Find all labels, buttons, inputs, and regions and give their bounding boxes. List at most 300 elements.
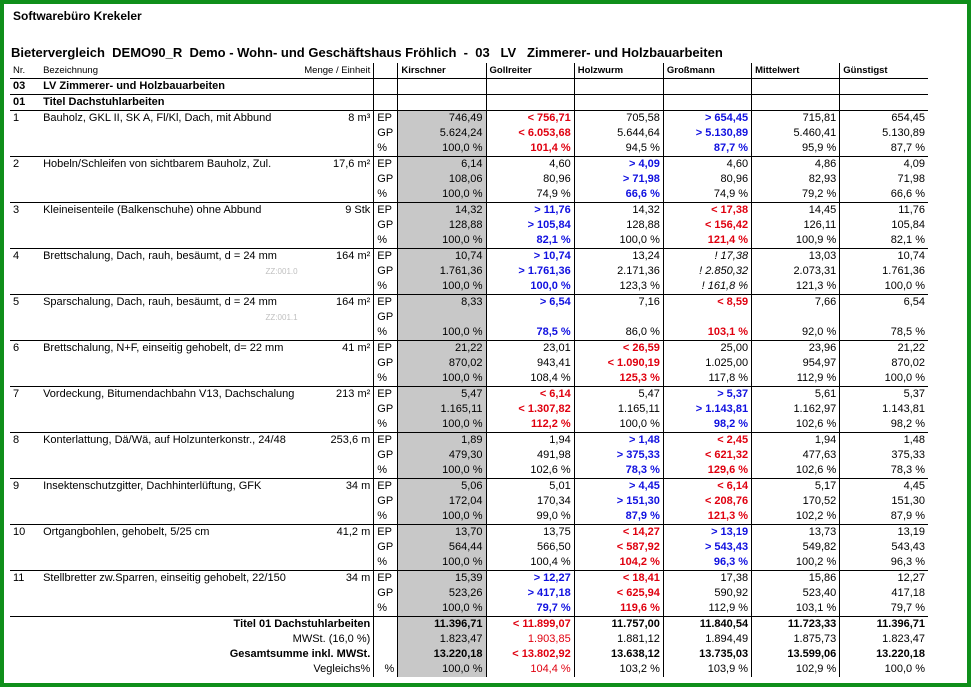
value-cell: > 151,30 [574,494,663,509]
row-label-pct: % [374,509,398,525]
section-cell [574,79,663,95]
position-quantity [263,295,374,341]
value-cell: 128,88 [398,218,486,233]
value-cell: 103,1 % [752,601,840,617]
position-row-ep [10,525,928,541]
value-cell: 100,0 % [398,187,486,203]
summary-value: 1.903,85 [486,632,574,647]
position-nr: 1 [10,111,40,157]
value-cell: ! 161,8 % [663,279,751,295]
summary-spacer [10,632,40,647]
value-cell: 5.130,89 [840,126,928,141]
header-bidder: Großmann [663,63,751,79]
value-cell: > 13,19 [663,525,751,541]
value-cell: 94,5 % [574,141,663,157]
row-label-gp: GP [374,310,398,325]
value-cell: 92,0 % [752,325,840,341]
value-cell: 100,2 % [752,555,840,571]
value-cell: 5,17 [752,479,840,495]
value-cell: 1,48 [840,433,928,449]
position-quantity [263,249,374,295]
position-row-ep [10,387,928,403]
summary-value: 103,9 % [663,662,751,677]
row-label-gp: GP [374,402,398,417]
summary-spacer [10,617,40,633]
value-cell: 170,52 [752,494,840,509]
value-cell: 1.761,36 [398,264,486,279]
value-cell: 112,9 % [663,601,751,617]
value-cell: 125,3 % [574,371,663,387]
value-cell: 1.165,11 [398,402,486,417]
summary-label: MWSt. (16,0 %) [292,633,371,645]
header-bidder: Holzwurm [574,63,663,79]
value-cell: 1,89 [398,433,486,449]
summary-value: 13.599,06 [752,647,840,662]
summary-value: 13.220,18 [840,647,928,662]
value-cell: 170,34 [486,494,574,509]
value-cell: 705,58 [574,111,663,127]
value-cell: < 156,42 [663,218,751,233]
position-quantity-value: 9 Stk [345,204,371,216]
position-nr: 3 [10,203,40,249]
value-cell: 10,74 [398,249,486,265]
value-cell: 15,39 [398,571,486,587]
position-quantity-value: 34 m [345,480,371,492]
value-cell: 564,44 [398,540,486,555]
section-cell [663,95,751,111]
position-row-ep [10,249,928,265]
value-cell: 746,49 [398,111,486,127]
position-quantity [263,157,374,203]
value-cell: 1.143,81 [840,402,928,417]
summary-value: 1.823,47 [398,632,486,647]
row-label-gp: GP [374,218,398,233]
header-bezeichnung: Bezeichnung [40,63,262,79]
value-cell: 6,54 [840,295,928,311]
header-row [10,63,928,79]
value-cell: 13,19 [840,525,928,541]
value-cell: 100,0 % [398,279,486,295]
row-label-gp: GP [374,264,398,279]
value-cell: 590,92 [663,586,751,601]
value-cell: < 26,59 [574,341,663,357]
value-cell: 78,3 % [840,463,928,479]
value-cell: 4,45 [840,479,928,495]
value-cell: 71,98 [840,172,928,187]
summary-value: < 11.899,07 [486,617,574,633]
value-cell: 15,86 [752,571,840,587]
value-cell: > 1.761,36 [486,264,574,279]
value-cell: 78,3 % [574,463,663,479]
position-description: Brettschalung, Dach, rauh, besäumt, d = 24 mm [40,249,262,295]
row-label-pct: % [374,187,398,203]
row-label-ep: EP [374,203,398,219]
value-cell: 715,81 [752,111,840,127]
value-cell: < 8,59 [663,295,751,311]
value-cell: > 1,48 [574,433,663,449]
summary-spacer [10,647,40,662]
summary-value: 11.396,71 [398,617,486,633]
value-cell: < 1.090,19 [574,356,663,371]
summary-comparison-row [10,662,928,677]
summary-value: < 13.802,92 [486,647,574,662]
value-cell: 870,02 [398,356,486,371]
position-quantity-value: 253,6 m [330,434,371,446]
value-cell: 566,50 [486,540,574,555]
position-description: Ortgangbohlen, gehobelt, 5/25 cm [40,525,262,571]
value-cell: 96,3 % [840,555,928,571]
value-cell [840,310,928,325]
position-nr: 8 [10,433,40,479]
position-nr: 9 [10,479,40,525]
value-cell: 8,33 [398,295,486,311]
company-name: Softwarebüro Krekeler [13,9,142,23]
value-cell: < 14,27 [574,525,663,541]
position-description: Sparschalung, Dach, rauh, besäumt, d = 24 mm [40,295,262,341]
section-cell [374,79,398,95]
section-cell [486,79,574,95]
section-cell [486,95,574,111]
value-cell: 5,06 [398,479,486,495]
value-cell: 117,8 % [663,371,751,387]
value-cell: 105,84 [840,218,928,233]
value-cell: 1,94 [752,433,840,449]
value-cell: 23,01 [486,341,574,357]
value-cell [574,310,663,325]
value-cell: > 654,45 [663,111,751,127]
value-cell: 25,00 [663,341,751,357]
value-cell: > 417,18 [486,586,574,601]
position-nr: 6 [10,341,40,387]
position-zz-marker: ZZ:001.0 [265,267,298,276]
summary-label: Gesamtsumme inkl. MWSt. [229,648,371,660]
value-cell: 100,0 % [398,555,486,571]
position-row-ep [10,433,928,449]
row-label-ep: EP [374,111,398,127]
value-cell: 14,32 [574,203,663,219]
summary-value: 100,0 % [840,662,928,677]
value-cell: 954,97 [752,356,840,371]
section-lv-nr: 03 [10,79,40,95]
value-cell: < 6,14 [486,387,574,403]
position-row-ep [10,157,928,173]
position-quantity [263,525,374,571]
value-cell: 100,0 % [574,417,663,433]
value-cell: < 6.053,68 [486,126,574,141]
summary-value: 1.875,73 [752,632,840,647]
value-cell: 101,4 % [486,141,574,157]
summary-unit [374,647,398,662]
summary-value: 11.840,54 [663,617,751,633]
value-cell: 654,45 [840,111,928,127]
value-cell: 1.025,00 [663,356,751,371]
summary-value: 1.894,49 [663,632,751,647]
value-cell: > 1.143,81 [663,402,751,417]
value-cell: 100,0 % [840,371,928,387]
value-cell: 13,75 [486,525,574,541]
value-cell: 66,6 % [840,187,928,203]
position-quantity-value: 41,2 m [336,526,371,538]
value-cell: 479,30 [398,448,486,463]
header-menge: Menge / Einheit [263,63,374,79]
position-description: Stellbretter zw.Sparren, einseitig gehobelt, 22/150 [40,571,262,617]
position-quantity-value: 164 m² [336,250,371,262]
value-cell: 13,70 [398,525,486,541]
row-label-ep: EP [374,571,398,587]
value-cell: 523,40 [752,586,840,601]
row-label-pct: % [374,371,398,387]
value-cell: 943,41 [486,356,574,371]
value-cell: < 625,94 [574,586,663,601]
value-cell: 82,93 [752,172,840,187]
value-cell: 123,3 % [574,279,663,295]
value-cell: 5,61 [752,387,840,403]
position-description: Brettschalung, N+F, einseitig gehobelt, d= 22 mm [40,341,262,387]
value-cell: < 756,71 [486,111,574,127]
row-label-gp: GP [374,494,398,509]
value-cell: 13,03 [752,249,840,265]
value-cell: 417,18 [840,586,928,601]
row-label-pct: % [374,417,398,433]
value-cell: 86,0 % [574,325,663,341]
value-cell: < 621,32 [663,448,751,463]
value-cell: 102,6 % [752,417,840,433]
position-description: Kleineisenteile (Balkenschuhe) ohne Abbund [40,203,262,249]
value-cell: 112,9 % [752,371,840,387]
row-label-ep: EP [374,341,398,357]
value-cell: 121,3 % [752,279,840,295]
value-cell: 100,0 % [486,279,574,295]
value-cell: 23,96 [752,341,840,357]
value-cell: 523,26 [398,586,486,601]
value-cell: 98,2 % [840,417,928,433]
value-cell: 100,0 % [398,509,486,525]
value-cell [663,310,751,325]
row-label-pct: % [374,601,398,617]
value-cell: 1.761,36 [840,264,928,279]
summary-unit [374,632,398,647]
value-cell: 100,0 % [398,417,486,433]
value-cell: 74,9 % [663,187,751,203]
value-cell: 95,9 % [752,141,840,157]
position-nr: 10 [10,525,40,571]
value-cell: < 6,14 [663,479,751,495]
value-cell: 5,47 [398,387,486,403]
position-row-ep [10,341,928,357]
summary-value: 11.757,00 [574,617,663,633]
report-title: Bietervergleich DEMO90_R Demo - Wohn- und Geschäftshaus Fröhlich - 03 LV Zimmerer- und Holzbauarbeiten [11,45,723,60]
value-cell: 78,5 % [840,325,928,341]
summary-spacer [10,662,40,677]
value-cell: 17,38 [663,571,751,587]
value-cell: 79,7 % [486,601,574,617]
value-cell: 13,24 [574,249,663,265]
position-quantity-value: 8 m³ [348,112,371,124]
position-quantity [263,479,374,525]
value-cell: < 17,38 [663,203,751,219]
summary-label: Titel 01 Dachstuhlarbeiten [40,617,374,633]
value-cell: 4,60 [486,157,574,173]
summary-value: 13.735,03 [663,647,751,662]
position-row-ep [10,571,928,587]
value-cell: 13,73 [752,525,840,541]
row-label-ep: EP [374,433,398,449]
summary-label: Vegleichs% [313,663,371,675]
value-cell: 21,22 [840,341,928,357]
position-nr: 4 [10,249,40,295]
value-cell [752,310,840,325]
value-cell: ! 17,38 [663,249,751,265]
value-cell: 375,33 [840,448,928,463]
value-cell: 102,6 % [752,463,840,479]
value-cell: 129,6 % [663,463,751,479]
value-cell: 4,09 [840,157,928,173]
value-cell: 87,7 % [840,141,928,157]
position-quantity-value: 17,6 m² [332,158,371,170]
value-cell: 2.171,36 [574,264,663,279]
summary-unit [374,617,398,633]
value-cell: > 10,74 [486,249,574,265]
section-cell [840,79,928,95]
value-cell: 7,66 [752,295,840,311]
value-cell: 102,6 % [486,463,574,479]
summary-mwst-row [10,632,928,647]
value-cell: < 1.307,82 [486,402,574,417]
value-cell: 14,45 [752,203,840,219]
value-cell: > 11,76 [486,203,574,219]
value-cell: > 105,84 [486,218,574,233]
value-cell: 5,47 [574,387,663,403]
value-cell: 102,2 % [752,509,840,525]
value-cell: > 4,09 [574,157,663,173]
value-cell: 108,4 % [486,371,574,387]
position-row-ep [10,203,928,219]
value-cell: 5.624,24 [398,126,486,141]
value-cell: 100,4 % [486,555,574,571]
value-cell: 128,88 [574,218,663,233]
value-cell: 80,96 [486,172,574,187]
section-titel-row [10,95,928,111]
summary-unit: % [374,662,398,677]
value-cell: 121,3 % [663,509,751,525]
row-label-gp: GP [374,356,398,371]
value-cell: 2.073,31 [752,264,840,279]
value-cell: 98,2 % [663,417,751,433]
row-label-gp: GP [374,448,398,463]
section-cell [752,95,840,111]
summary-value: 13.638,12 [574,647,663,662]
row-label-ep: EP [374,249,398,265]
value-cell: 100,0 % [398,325,486,341]
summary-value: 1.823,47 [840,632,928,647]
value-cell: < 18,41 [574,571,663,587]
value-cell: 104,2 % [574,555,663,571]
value-cell: 108,06 [398,172,486,187]
section-cell [663,79,751,95]
value-cell: 543,43 [840,540,928,555]
value-cell: 82,1 % [486,233,574,249]
value-cell: > 6,54 [486,295,574,311]
position-description: Vordeckung, Bitumendachbahn V13, Dachschalung [40,387,262,433]
summary-value: 100,0 % [398,662,486,677]
value-cell: > 5.130,89 [663,126,751,141]
row-label-ep: EP [374,295,398,311]
summary-value: 104,4 % [486,662,574,677]
value-cell: 491,98 [486,448,574,463]
position-description: Insektenschutzgitter, Dachhinterlüftung, GFK [40,479,262,525]
value-cell: 100,0 % [840,279,928,295]
position-nr: 11 [10,571,40,617]
summary-value: 11.396,71 [840,617,928,633]
value-cell: 10,74 [840,249,928,265]
summary-total-row [10,647,928,662]
value-cell: 549,82 [752,540,840,555]
section-cell [374,95,398,111]
value-cell: 5,37 [840,387,928,403]
value-cell: 79,7 % [840,601,928,617]
header-label-col [374,63,398,79]
value-cell [486,310,574,325]
value-cell: 1.162,97 [752,402,840,417]
row-label-ep: EP [374,525,398,541]
value-cell: 870,02 [840,356,928,371]
position-zz-marker: ZZ:001.1 [265,313,298,322]
row-label-pct: % [374,325,398,341]
value-cell: 4,86 [752,157,840,173]
position-quantity-value: 34 m [345,572,371,584]
row-label-pct: % [374,141,398,157]
value-cell: 121,4 % [663,233,751,249]
section-lv-title: LV Zimmerer- und Holzbauarbeiten [40,79,374,95]
row-label-pct: % [374,555,398,571]
value-cell: < 587,92 [574,540,663,555]
position-nr: 7 [10,387,40,433]
value-cell: 1.165,11 [574,402,663,417]
row-label-pct: % [374,279,398,295]
value-cell: 100,0 % [398,371,486,387]
value-cell: 6,14 [398,157,486,173]
row-label-ep: EP [374,387,398,403]
header-bidder: Günstigst [840,63,928,79]
value-cell: 80,96 [663,172,751,187]
value-cell: 14,32 [398,203,486,219]
value-cell: 7,16 [574,295,663,311]
summary-value: 11.723,33 [752,617,840,633]
value-cell: 78,5 % [486,325,574,341]
row-label-gp: GP [374,540,398,555]
section-lv-row [10,79,928,95]
row-label-pct: % [374,233,398,249]
row-label-pct: % [374,463,398,479]
row-label-ep: EP [374,479,398,495]
value-cell: > 543,43 [663,540,751,555]
row-label-gp: GP [374,172,398,187]
value-cell: 87,7 % [663,141,751,157]
value-cell: 100,0 % [398,233,486,249]
position-description: Hobeln/Schleifen von sichtbarem Bauholz, Zul. [40,157,262,203]
value-cell: > 375,33 [574,448,663,463]
value-cell: 11,76 [840,203,928,219]
position-nr: 5 [10,295,40,341]
value-cell: 5,01 [486,479,574,495]
position-quantity-value: 213 m² [336,388,371,400]
value-cell: 12,27 [840,571,928,587]
section-cell [840,95,928,111]
value-cell: > 71,98 [574,172,663,187]
value-cell: > 4,45 [574,479,663,495]
value-cell: 112,2 % [486,417,574,433]
row-label-gp: GP [374,586,398,601]
